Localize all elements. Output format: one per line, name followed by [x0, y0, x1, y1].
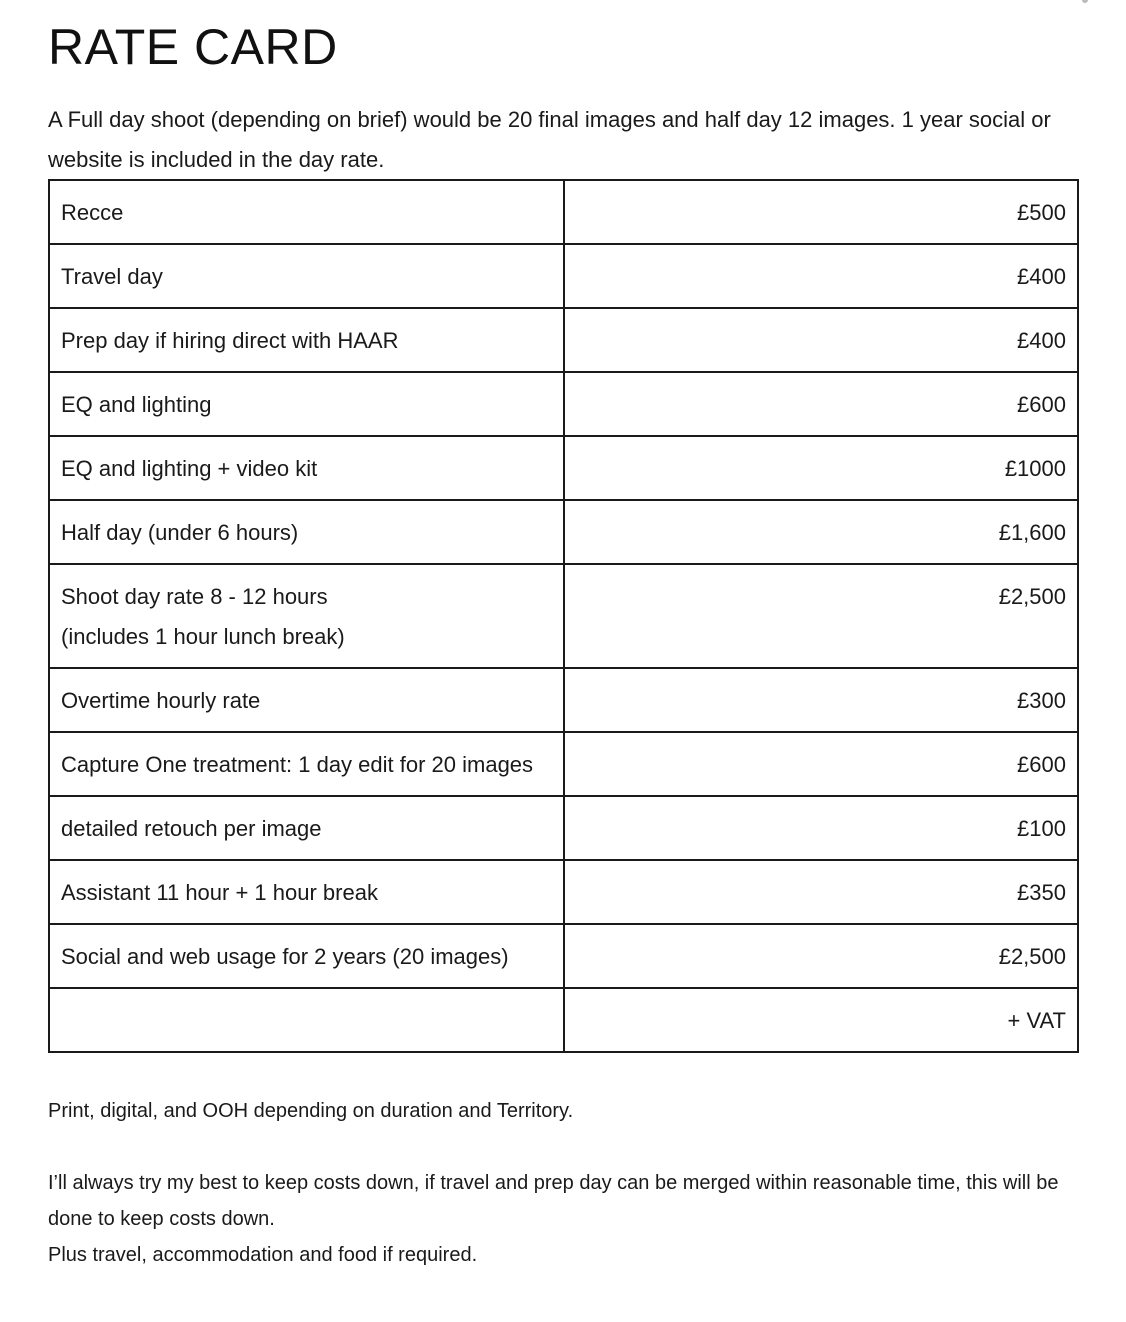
rate-card-page	[48, 0, 1080, 1266]
rate-item: EQ and lighting + video kit	[61, 456, 318, 481]
rate-item-cell	[49, 244, 564, 308]
table-row	[49, 564, 1078, 668]
rate-item: Capture One treatment: 1 day edit for 20 images	[61, 752, 534, 777]
rate-item: Recce	[61, 200, 124, 225]
table-row	[49, 796, 1078, 860]
rate-price: £100	[1017, 816, 1066, 841]
table-row	[49, 732, 1078, 796]
rate-item-cell	[49, 860, 564, 924]
scrollbar-thumb[interactable]	[1082, 0, 1088, 3]
rate-item-cell	[49, 988, 564, 1052]
rate-price: £300	[1017, 688, 1066, 713]
table-row	[49, 308, 1078, 372]
rate-price-cell	[564, 180, 1078, 244]
rate-item-cell	[49, 308, 564, 372]
rate-price: £350	[1017, 880, 1066, 905]
page-title: RATE CARD	[48, 19, 338, 75]
rate-item-cell	[49, 668, 564, 732]
table-row	[49, 500, 1078, 564]
table-row	[49, 988, 1078, 1052]
table-row	[49, 180, 1078, 244]
rate-table	[48, 179, 1079, 1053]
rate-price: £400	[1017, 328, 1066, 353]
rate-item: Travel day	[61, 264, 163, 289]
rate-item-cell	[49, 732, 564, 796]
rate-price-cell	[564, 796, 1078, 860]
rate-price: £600	[1017, 392, 1066, 417]
rate-item-cell	[49, 436, 564, 500]
table-row	[49, 924, 1078, 988]
paragraph-gap	[48, 1129, 1080, 1165]
table-row	[49, 860, 1078, 924]
table-row	[49, 668, 1078, 732]
rate-item: Overtime hourly rate	[61, 688, 261, 713]
extras-note: Plus travel, accommodation and food if required.	[48, 1244, 478, 1266]
rate-price: £600	[1017, 752, 1066, 777]
rate-price-cell	[564, 668, 1078, 732]
rate-item: detailed retouch per image	[61, 816, 322, 841]
rate-price: £400	[1017, 264, 1066, 289]
rate-item-line2: (includes 1 hour lunch break)	[61, 624, 345, 649]
rate-price-cell	[564, 732, 1078, 796]
rate-price-cell	[564, 372, 1078, 436]
rate-price: £2,500	[998, 584, 1066, 609]
rate-price-cell	[564, 500, 1078, 564]
rate-price: £1,600	[998, 520, 1066, 545]
rate-price-cell	[564, 924, 1078, 988]
rate-price: £1000	[1004, 456, 1066, 481]
table-row	[49, 244, 1078, 308]
rate-item: Prep day if hiring direct with HAAR	[61, 328, 399, 353]
vat-note: + VAT	[1007, 1008, 1066, 1033]
rate-item-cell	[49, 180, 564, 244]
intro-text: A Full day shoot (depending on brief) would be 20 final images and half day 12 images. 1 year social or website is included in the day rate.	[48, 107, 1051, 172]
rate-item-cell	[49, 372, 564, 436]
rate-item-line1: Shoot day rate 8 - 12 hours	[61, 584, 328, 609]
rate-price: £2,500	[998, 944, 1066, 969]
rate-price-cell	[564, 244, 1078, 308]
rate-item-cell	[49, 924, 564, 988]
rate-price: £500	[1017, 200, 1066, 225]
rate-item	[61, 565, 552, 657]
costs-note: I’ll always try my best to keep costs down, if travel and prep day can be merged within reasonable time, this will be done to keep costs down.	[48, 1172, 1059, 1230]
table-row	[49, 372, 1078, 436]
rate-item: Assistant 11 hour + 1 hour break	[61, 880, 378, 905]
rate-item-cell	[49, 564, 564, 668]
rate-item-cell	[49, 796, 564, 860]
rate-price-cell	[564, 436, 1078, 500]
rate-item	[61, 989, 552, 1001]
rate-item: Half day (under 6 hours)	[61, 520, 299, 545]
table-row	[49, 436, 1078, 500]
rate-item-cell	[49, 500, 564, 564]
rate-item: EQ and lighting	[61, 392, 212, 417]
rate-price-cell	[564, 988, 1078, 1052]
rate-price-cell	[564, 564, 1078, 668]
notes-section	[48, 1093, 1080, 1273]
usage-note: Print, digital, and OOH depending on duration and Territory.	[48, 1100, 574, 1122]
rate-price-cell	[564, 308, 1078, 372]
rate-item: Social and web usage for 2 years (20 images)	[61, 944, 509, 969]
rate-price-cell	[564, 860, 1078, 924]
